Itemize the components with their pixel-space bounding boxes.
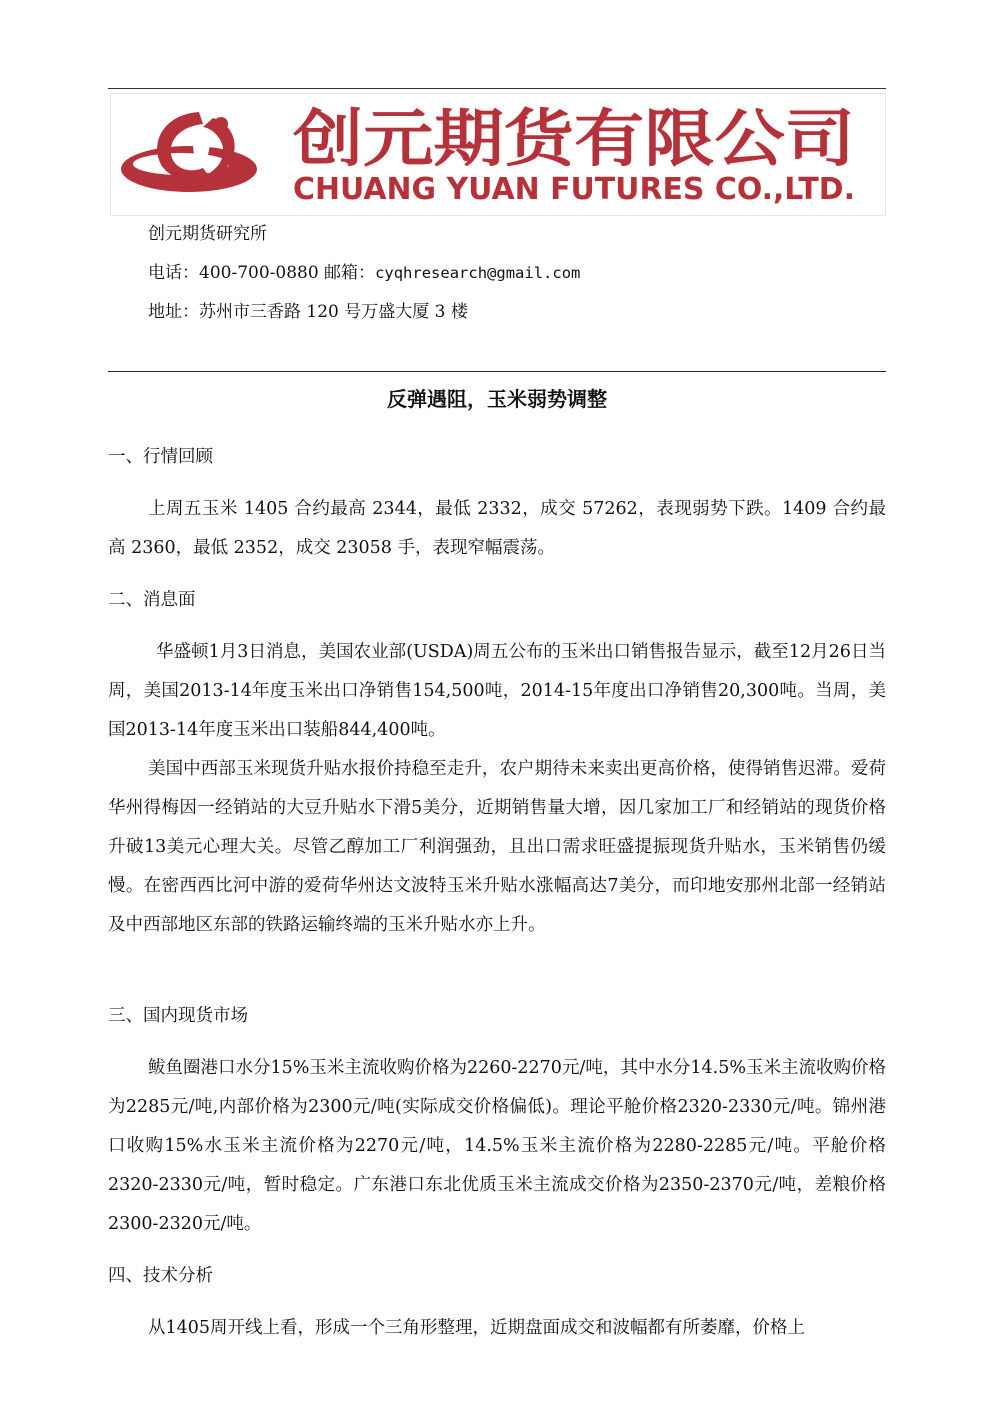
report-title: 反弹遇阻，玉米弱势调整 <box>387 387 607 411</box>
company-logo <box>111 94 885 215</box>
email-address: cyqhresearch@gmail.com <box>375 264 581 282</box>
contact-line <box>148 261 580 285</box>
section-paragraph: 美国中西部玉米现货升贴水报价持稳至走升，农户期待未来卖出更高价格，使得销售迟滞。爱荷华州得梅因一经销站的大豆升贴水下滑5美分，近期销售量大增，因几家加工厂和经销站的现货价格升破13美元心理大关。尽管乙醇加工厂利润强劲，且出口需求旺盛提振现货升贴水，玉米销售仍缓慢。在密西西比河中游的爱荷华州达文波特玉米升贴水涨幅高达7美分，而印地安那州北部一经销站及中西部地区东部的铁路运输终端的玉米升贴水亦上升。 <box>108 759 886 935</box>
logo-emblem-icon <box>121 112 257 192</box>
address-line: 地址：苏州市三香路 120 号万盛大厦 3 楼 <box>148 302 468 322</box>
header-divider <box>108 371 886 372</box>
section-heading: 一、行情回顾 <box>108 447 213 467</box>
section-heading: 四、技术分析 <box>108 1266 213 1286</box>
section-heading: 二、消息面 <box>108 590 196 610</box>
company-name-en: CHUANG YUAN FUTURES CO.,LTD. <box>293 172 855 207</box>
section-paragraph: 从1405周开线上看，形成一个三角形整理，近期盘面成交和波幅都有所萎靡，价格上 <box>148 1318 806 1338</box>
section-paragraph: 华盛顿1月3日消息，美国农业部(USDA)周五公布的玉米出口销售报告显示，截至12月26日当周，美国2013-14年度玉米出口净销售154,500吨，2014-15年度出口净销售20,300吨。当周，美国2013-14年度玉米出口装船844,400吨。 <box>108 642 886 740</box>
header-top-rule <box>108 88 886 89</box>
section-paragraph: 鲅鱼圈港口水分15%玉米主流收购价格为2260-2270元/吨，其中水分14.5%玉米主流收购价格为2285元/吨,内部价格为2300元/吨(实际成交价格偏低)。理论平舱价格2320-2330元/吨。锦州港口收购15%水玉米主流价格为2270元/吨，14.5%玉米主流价格为2280-2285元/吨。平舱价格2320-2330元/吨，暂时稳定。广东港口东北优质玉米主流成交价格为2350-2370元/吨，差粮价格2300-2320元/吨。 <box>108 1058 886 1234</box>
phone-label: 电话：400-700-0880 邮箱： <box>148 263 376 283</box>
company-name-cn: 创元期货有限公司 <box>293 102 855 175</box>
company-logo-banner <box>110 93 886 216</box>
institute-name: 创元期货研究所 <box>148 224 267 244</box>
section-heading: 三、国内现货市场 <box>108 1006 248 1026</box>
section-paragraph: 上周五玉米 1405 合约最高 2344，最低 2332，成交 57262，表现弱势下跌。1409 合约最高 2360，最低 2352，成交 23058 手，表现窄幅震荡。 <box>108 499 886 558</box>
